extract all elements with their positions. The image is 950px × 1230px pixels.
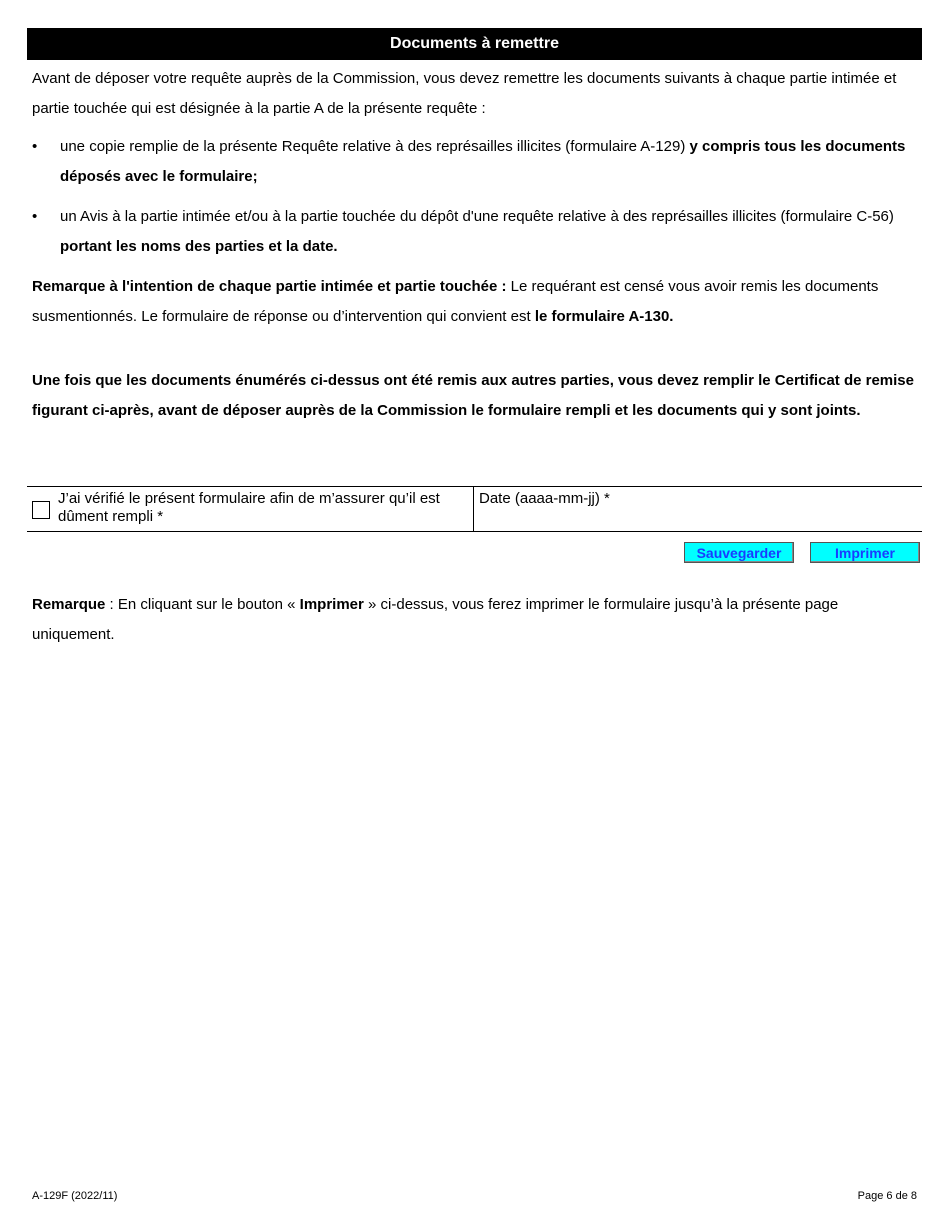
bullet-text: une copie remplie de la présente Requête relative à des représailles illicites (formulaire A-129): [60, 138, 690, 155]
print-remark-text-end: » ci-dessus, vous ferez imprimer le formulaire jusqu’à la présente page uniquement.: [32, 596, 839, 643]
bullet-symbol: •: [32, 138, 38, 155]
date-label: Date (aaaa-mm-jj) *: [479, 490, 610, 507]
print-remark-lead: Remarque: [32, 596, 106, 613]
intro-paragraph: Avant de déposer votre requête auprès de la Commission, vous devez remettre les documents suivants à chaque partie intimée et partie touchée qui est désignée à la partie A de la présente requête :: [32, 70, 897, 117]
instruction-paragraph: Une fois que les documents énumérés ci-dessus ont été remis aux autres parties, vous devez remplir le Certificat de remise figurant ci-après, avant de déposer auprès de la Commission le formulaire rempli et les documents qui y sont joints.: [32, 372, 914, 419]
verification-cell: [27, 487, 474, 531]
bullet-text: un Avis à la partie intimée et/ou à la partie touchée du dépôt d'une requête relative à des représailles illicites (formulaire C-56): [60, 208, 894, 225]
list-item: [32, 132, 917, 191]
verification-label: J’ai vérifié le présent formulaire afin de m’assurer qu’il est dûment rempli *: [58, 490, 440, 525]
list-item: [32, 202, 917, 261]
bullet-bold-text: y compris tous les documents déposés avec le formulaire;: [60, 138, 906, 185]
verification-checkbox[interactable]: [32, 501, 50, 519]
print-button[interactable]: Imprimer: [810, 542, 920, 563]
section-title: Documents à remettre: [390, 35, 559, 52]
save-button[interactable]: Sauvegarder: [684, 542, 794, 563]
remark-text: Le requérant est censé vous avoir remis les documents susmentionnés. Le formulaire de réponse ou d’intervention qui convient est: [32, 278, 879, 325]
certificate-row: [27, 486, 922, 532]
bullet-bold-text: portant les noms des parties et la date.: [60, 237, 338, 255]
print-remark-button-ref: Imprimer: [299, 596, 364, 613]
remark-form-ref: le formulaire A-130.: [534, 307, 674, 325]
print-remark: [32, 590, 917, 649]
bullet-symbol: •: [32, 208, 38, 225]
print-remark-text: : En cliquant sur le bouton «: [105, 596, 300, 613]
remark-respondent: [32, 272, 917, 331]
form-id: A-129F (2022/11): [32, 1190, 118, 1202]
remark-lead: Remarque à l'intention de chaque partie intimée et partie touchée :: [32, 278, 507, 295]
section-header: [27, 28, 922, 60]
page-number: Page 6 de 8: [857, 1190, 917, 1202]
date-field[interactable]: [474, 487, 922, 531]
